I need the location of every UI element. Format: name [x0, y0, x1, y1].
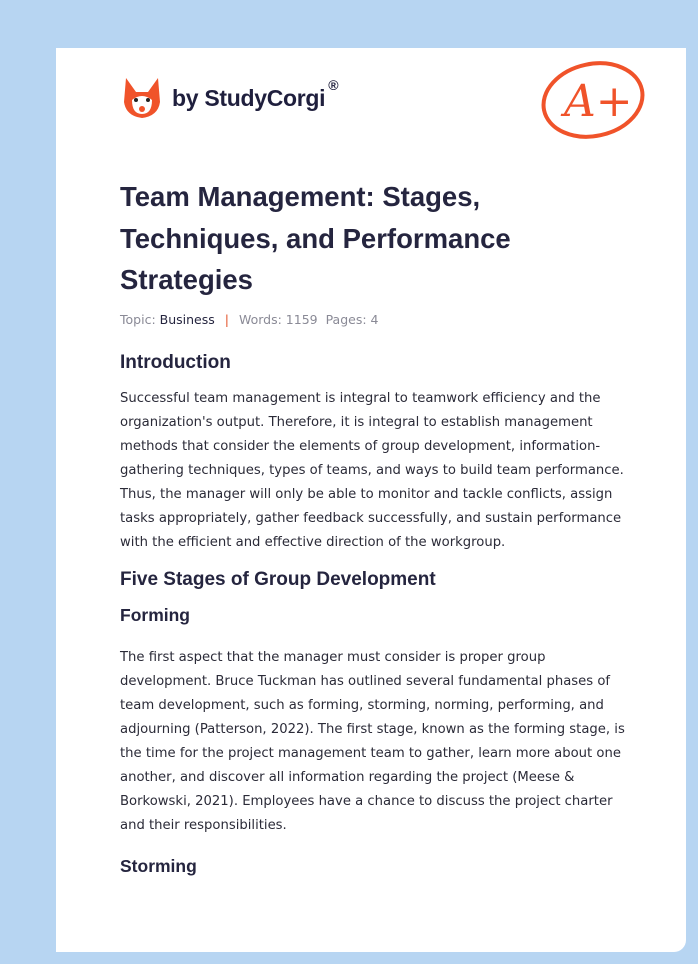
heading-introduction: Introduction [120, 352, 231, 373]
page-count: Pages: 4 [325, 312, 379, 327]
meta-info [120, 312, 379, 327]
registered-mark: ® [328, 76, 339, 93]
topic-link[interactable]: Business [159, 312, 215, 327]
heading-storming: Storming [120, 856, 197, 876]
heading-five-stages: Five Stages of Group Development [120, 569, 436, 590]
grade-text: A+ [564, 76, 633, 127]
article-body [120, 352, 630, 877]
a-plus-grade-icon [538, 58, 648, 140]
topic-label: Topic: [120, 312, 156, 327]
brand-text: by StudyCorgi [172, 84, 326, 111]
brand-name [172, 76, 339, 112]
paragraph-forming: The first aspect that the manager must consider is proper group development. Bruce Tuckman has outlined several fundamental phases of team development, such as forming, storming, norming, performing, and adjourning (Patterson, 2022). The first stage, known as the forming stage, is the time for the project management team to gather, learn more about one another, and discover all information regarding the project (Meese & Borkowski, 2021). Employees have a chance to discuss the project charter and their responsibilities. [120, 650, 625, 833]
document-page [56, 48, 686, 952]
paragraph-introduction: Successful team management is integral to teamwork efficiency and the organization's output. Therefore, it is integral to establish management methods that consider the elements of group development, information-gathering techniques, types of teams, and ways to build team performance. Thus, the manager will only be able to monitor and tackle conflicts, assign tasks appropriately, gather feedback successfully, and sustain performance with the efficient and effective direction of the workgroup. [120, 391, 624, 550]
separator: | [224, 312, 229, 327]
studycorgi-logo[interactable] [122, 76, 338, 120]
page-title: Team Management: Stages, Techniques, and Performance Strategies [120, 181, 511, 295]
word-count: Words: 1159 [238, 312, 318, 327]
heading-forming: Forming [120, 605, 190, 625]
corgi-icon [122, 76, 162, 120]
